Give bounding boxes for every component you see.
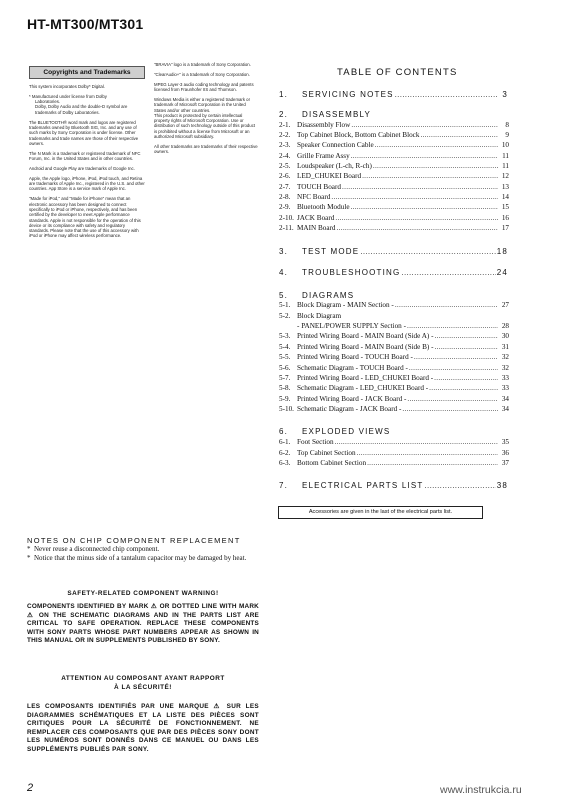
- toc-row: [279, 405, 509, 414]
- toc-label: EXPLODED VIEWS: [302, 427, 391, 436]
- copyright-text: Apple, the Apple logo, iPhone, iPod, iPod touch, and Retina are trademarks of Apple Inc., registered in the U.S. and other countries. App Store is a service mark of Apple Inc.: [29, 175, 145, 192]
- toc-page: 37: [501, 459, 509, 467]
- copyright-text: MPEG Layer-3 audio coding technology and patents licensed from Fraunhofer IIS and Thomson.: [154, 81, 254, 93]
- toc-label: Top Cabinet Section: [297, 449, 356, 457]
- toc-number: 6-2.: [279, 449, 291, 457]
- toc-leader-dots: [375, 141, 498, 150]
- chip-note-text: Never reuse a disconnected chip component.: [34, 545, 160, 553]
- toc-number: 4.: [279, 268, 289, 277]
- toc-page: 34: [501, 395, 509, 403]
- toc-page: 16: [501, 214, 509, 222]
- toc-row: [279, 481, 508, 491]
- toc-label: NFC Board: [297, 193, 331, 201]
- attention-body: LES COMPOSANTS IDENTIFIÉS PAR UNE MARQUE ⚠ SUR LES DIAGRAMMES SCHÉMATIQUES ET LA LISTE DES PIÈCES SONT CRITIQUES POUR LA SÉCURITÉ DE FONCTIONNEMENT. NE REMPLACER CES COMPOSANTS QUE PAR DES PIÈCES SONY DONT LES NUMÉROS SONT DONNÉS DANS CE MANUEL OU DANS LES SUPPLÉMENTS PUBLIÉS PAR SONY.: [27, 703, 259, 753]
- toc-row: [279, 312, 509, 321]
- toc-leader-dots: [407, 395, 498, 404]
- toc-row: [279, 427, 508, 437]
- toc-leader-dots: [407, 322, 498, 331]
- copyright-text: "Made for iPod," and "Made for iPhone" mean that an electronic accessory has been designed to connect specifically to iPod or iPhone, respectively, and has been certified by the developer to meet Apple performance standards. Apple is not responsible for the operation of this device or its compliance with safety and regulatory standards. Please note that the use of this accessory with iPod or iPhone may affect wireless performance.: [29, 196, 141, 239]
- toc-label: SERVICING NOTES: [302, 90, 394, 99]
- toc-page: 36: [501, 449, 509, 457]
- toc-row: [279, 193, 509, 202]
- toc-row: [279, 322, 509, 331]
- copyright-text: "BRAVIA" logo is a trademark of Sony Corporation.: [154, 62, 251, 67]
- toc-label: Top Cabinet Block, Bottom Cabinet Block: [297, 131, 420, 139]
- toc-leader-dots: [401, 268, 495, 278]
- toc-leader-dots: [360, 247, 495, 257]
- toc-leader-dots: [409, 364, 498, 373]
- toc-row: [279, 374, 509, 383]
- toc-number: 5-2.: [279, 312, 291, 320]
- copyrights-box: [29, 66, 145, 79]
- toc-row: [279, 353, 509, 362]
- toc-row: [279, 90, 508, 100]
- toc-row: [279, 459, 509, 468]
- toc-label: Printed Wiring Board - MAIN Board (Side A) -: [297, 332, 434, 340]
- toc-number: 6.: [279, 427, 289, 436]
- toc-page: 3: [502, 90, 508, 99]
- toc-label: TROUBLESHOOTING: [302, 268, 401, 277]
- toc-label: Grille Frame Assy: [297, 152, 350, 160]
- toc-number: 5-6.: [279, 364, 291, 372]
- copyright-text: Laboratories.: [35, 99, 61, 105]
- toc-row: [279, 438, 509, 447]
- copyrights-heading: Copyrights and Trademarks: [29, 66, 145, 79]
- toc-row: [279, 152, 509, 161]
- toc-number: 5.: [279, 291, 289, 300]
- toc-page: 27: [501, 301, 509, 309]
- toc-leader-dots: [429, 384, 498, 393]
- toc-page: 12: [501, 172, 509, 180]
- toc-label: Printed Wiring Board - MAIN Board (Side B) -: [297, 343, 434, 351]
- toc-number: 2-8.: [279, 193, 291, 201]
- toc-label: Disassembly Flow: [297, 121, 351, 129]
- toc-number: 2-5.: [279, 162, 291, 170]
- toc-leader-dots: [435, 343, 498, 352]
- toc-row: [279, 449, 509, 458]
- toc-page: [498, 291, 508, 301]
- toc-row: [279, 301, 509, 310]
- toc-label: TOUCH Board: [297, 183, 341, 191]
- copyright-text: Windows Media is either a registered trademark or trademark of Microsoft Corporation in the United States and/or other countries.: [154, 96, 251, 113]
- toc-label: Printed Wiring Board - JACK Board -: [297, 395, 407, 403]
- toc-page: 33: [501, 384, 509, 392]
- toc-leader-dots: [351, 121, 498, 130]
- toc-number: 7.: [279, 481, 289, 490]
- toc-title: TABLE OF CONTENTS: [337, 67, 458, 78]
- toc-row: [279, 183, 509, 192]
- copyright-text: All other trademarks are trademarks of their respective owners.: [154, 143, 258, 155]
- toc-number: 2-11.: [279, 224, 294, 232]
- toc-label: Speaker Connection Cable: [297, 141, 374, 149]
- toc-page: 15: [501, 203, 509, 211]
- toc-page: 28: [501, 322, 509, 330]
- toc-page: 8: [505, 121, 509, 129]
- safety-warning-title: SAFETY-RELATED COMPONENT WARNING!: [67, 590, 219, 597]
- toc-label: - PANEL/POWER SUPPLY Section -: [297, 322, 406, 330]
- toc-page: [498, 110, 508, 120]
- toc-number: 5-7.: [279, 374, 291, 382]
- toc-page: 18: [496, 247, 508, 256]
- toc-label: Loudspeaker (L-ch, R-ch): [297, 162, 372, 170]
- toc-number: 2-10.: [279, 214, 294, 222]
- toc-label: ELECTRICAL PARTS LIST: [302, 481, 424, 490]
- toc-label: Printed Wiring Board - LED_CHUKEI Board -: [297, 374, 434, 382]
- copyright-text: "ClearAudio+" is a trademark of Sony Corporation.: [154, 71, 250, 77]
- toc-leader-dots: [435, 332, 498, 341]
- toc-row: [279, 162, 509, 171]
- toc-row: [279, 291, 508, 301]
- toc-page: 38: [496, 481, 508, 490]
- toc-number: 2-4.: [279, 152, 291, 160]
- toc-leader-dots: [391, 427, 497, 437]
- toc-label: Bluetooth Module: [297, 203, 350, 211]
- chip-note-item: * Notice that the minus side of a tantalum capacitor may be damaged by heat.: [27, 554, 247, 562]
- toc-label: Schematic Diagram - TOUCH Board -: [297, 364, 408, 372]
- watermark: www.instrukcia.ru: [440, 784, 522, 796]
- toc-page: 30: [501, 332, 509, 340]
- toc-leader-dots: [342, 312, 498, 321]
- copyright-text: Android and Google Play are trademarks of Google Inc.: [29, 165, 135, 171]
- toc-number: 1.: [279, 90, 289, 99]
- toc-number: 3.: [279, 247, 289, 256]
- copyright-text: The BLUETOOTH® word mark and logos are registered trademarks owned by Bluetooth SIG, Inc. and any use of such marks by Sony Corporation is under license. Other trademarks and trade names are those of their respective owners.: [29, 119, 139, 146]
- toc-page: 31: [501, 343, 509, 351]
- toc-label: JACK Board: [297, 214, 335, 222]
- toc-leader-dots: [420, 131, 498, 140]
- toc-row: [279, 110, 508, 120]
- copyright-text: This product is protected by certain intellectual property rights of Microsoft Corporation. Use or distribution of such technology outside of this product is prohibited without a license from Microsoft or an authorized Microsoft subsidiary.: [154, 112, 256, 140]
- toc-page: 13: [501, 183, 509, 191]
- copyright-text: This system incorporates Dolby* Digital.: [29, 84, 105, 89]
- copyright-text: * Manufactured under license from Dolby: [29, 93, 107, 99]
- toc-page: 32: [501, 364, 509, 372]
- model-title: HT-MT300/MT301: [27, 16, 144, 32]
- toc-leader-dots: [372, 110, 497, 120]
- toc-number: 5-3.: [279, 332, 291, 340]
- toc-leader-dots: [373, 162, 498, 171]
- toc-row: [279, 224, 509, 233]
- attention-title: À LA SÉCURITÉ!: [114, 684, 172, 691]
- toc-page: 10: [501, 141, 509, 149]
- toc-label: LED_CHUKEI Board: [297, 172, 362, 180]
- toc-row: [279, 131, 509, 140]
- copyright-text: The N Mark is a trademark or registered trademark of NFC Forum, Inc. in the United States and in other countries.: [29, 150, 141, 162]
- toc-number: [279, 322, 297, 331]
- toc-page: 11: [502, 152, 509, 160]
- toc-row: [279, 384, 509, 393]
- toc-row: [279, 332, 509, 341]
- chip-notes-title: NOTES ON CHIP COMPONENT REPLACEMENT: [27, 536, 241, 545]
- toc-leader-dots: [395, 301, 498, 310]
- toc-label: TEST MODE: [302, 247, 360, 256]
- copyrights-column-2: [154, 62, 258, 159]
- toc-label: Block Diagram - MAIN Section -: [297, 301, 394, 309]
- toc-label: Schematic Diagram - JACK Board -: [297, 405, 402, 413]
- toc-number: 2-9.: [279, 203, 291, 211]
- toc-row: [279, 203, 509, 212]
- toc-leader-dots: [395, 90, 497, 100]
- toc-row: [279, 141, 509, 150]
- toc-leader-dots: [351, 152, 498, 161]
- toc-row: [279, 172, 509, 181]
- toc-leader-dots: [357, 449, 498, 458]
- toc-label: MAIN Board: [297, 224, 336, 232]
- toc-number: 5-1.: [279, 301, 291, 309]
- toc-label: Printed Wiring Board - TOUCH Board -: [297, 353, 413, 361]
- toc-number: 2-2.: [279, 131, 291, 139]
- toc-row: [279, 343, 509, 352]
- toc-row: [279, 268, 508, 278]
- page-number: 2: [27, 782, 34, 794]
- attention-title: ATTENTION AU COMPOSANT AYANT RAPPORT: [61, 675, 225, 682]
- toc-row: [279, 214, 509, 223]
- safety-warning-body: COMPONENTS IDENTIFIED BY MARK ⚠ OR DOTTED LINE WITH MARK ⚠ ON THE SCHEMATIC DIAGRAMS AND IN THE PARTS LIST ARE CRITICAL TO SAFE OPERATION. REPLACE THESE COMPONENTS WITH SONY PARTS WHOSE PART NUMBERS APPEAR AS SHOWN IN THIS MANUAL OR IN SUPPLEMENTS PUBLISHED BY SONY.: [27, 603, 259, 645]
- toc-leader-dots: [402, 405, 498, 414]
- toc-leader-dots: [335, 214, 498, 223]
- toc-page: 9: [505, 131, 509, 139]
- toc-label: DIAGRAMS: [302, 291, 355, 300]
- toc-page: 14: [501, 193, 509, 201]
- toc-leader-dots: [331, 193, 498, 202]
- toc-page: 17: [501, 224, 509, 232]
- toc-leader-dots: [351, 203, 498, 212]
- toc-leader-dots: [355, 291, 497, 301]
- toc-number: 2-6.: [279, 172, 291, 180]
- toc-page: 24: [496, 268, 508, 277]
- toc-label: Bottom Cabinet Section: [297, 459, 367, 467]
- toc-number: 5-5.: [279, 353, 291, 361]
- toc-page: [499, 312, 509, 321]
- toc-label: Foot Section: [297, 438, 334, 446]
- toc-number: 2-7.: [279, 183, 291, 191]
- toc-number: 5-4.: [279, 343, 291, 351]
- copyrights-column-1: [29, 84, 145, 243]
- toc-label: Block Diagram: [297, 312, 342, 320]
- chip-note-item: * Never reuse a disconnected chip component.: [27, 545, 160, 553]
- toc-leader-dots: [367, 459, 498, 468]
- toc-row: [279, 247, 508, 257]
- toc-number: 5-9.: [279, 395, 291, 403]
- toc-leader-dots: [434, 374, 498, 383]
- toc-number: 6-3.: [279, 459, 291, 467]
- toc-leader-dots: [414, 353, 498, 362]
- toc-row: [279, 364, 509, 373]
- toc-page: [498, 427, 508, 437]
- accessories-note: Accessories are given in the last of the electrical parts list.: [278, 506, 483, 519]
- toc-number: 2-1.: [279, 121, 291, 129]
- toc-page: 11: [502, 162, 509, 170]
- chip-note-text: Notice that the minus side of a tantalum capacitor may be damaged by heat.: [34, 554, 247, 562]
- toc-number: 6-1.: [279, 438, 291, 446]
- toc-label: DISASSEMBLY: [302, 110, 372, 119]
- toc-leader-dots: [362, 172, 498, 181]
- toc-row: [279, 121, 509, 130]
- toc-number: 2-3.: [279, 141, 291, 149]
- toc-page: 33: [501, 374, 509, 382]
- toc-page: 34: [501, 405, 509, 413]
- toc-page: 32: [501, 353, 509, 361]
- toc-leader-dots: [337, 224, 498, 233]
- toc-number: 5-10.: [279, 405, 294, 413]
- toc-number: 2.: [279, 110, 289, 119]
- toc-number: 5-8.: [279, 384, 291, 392]
- toc-leader-dots: [335, 438, 498, 447]
- toc-page: 35: [501, 438, 509, 446]
- toc-label: Schematic Diagram - LED_CHUKEI Board -: [297, 384, 429, 392]
- toc-row: [279, 395, 509, 404]
- toc-leader-dots: [425, 481, 496, 491]
- copyright-text: Dolby, Dolby Audio and the double-D symbol are trademarks of Dolby Laboratories.: [35, 104, 128, 115]
- toc-leader-dots: [342, 183, 498, 192]
